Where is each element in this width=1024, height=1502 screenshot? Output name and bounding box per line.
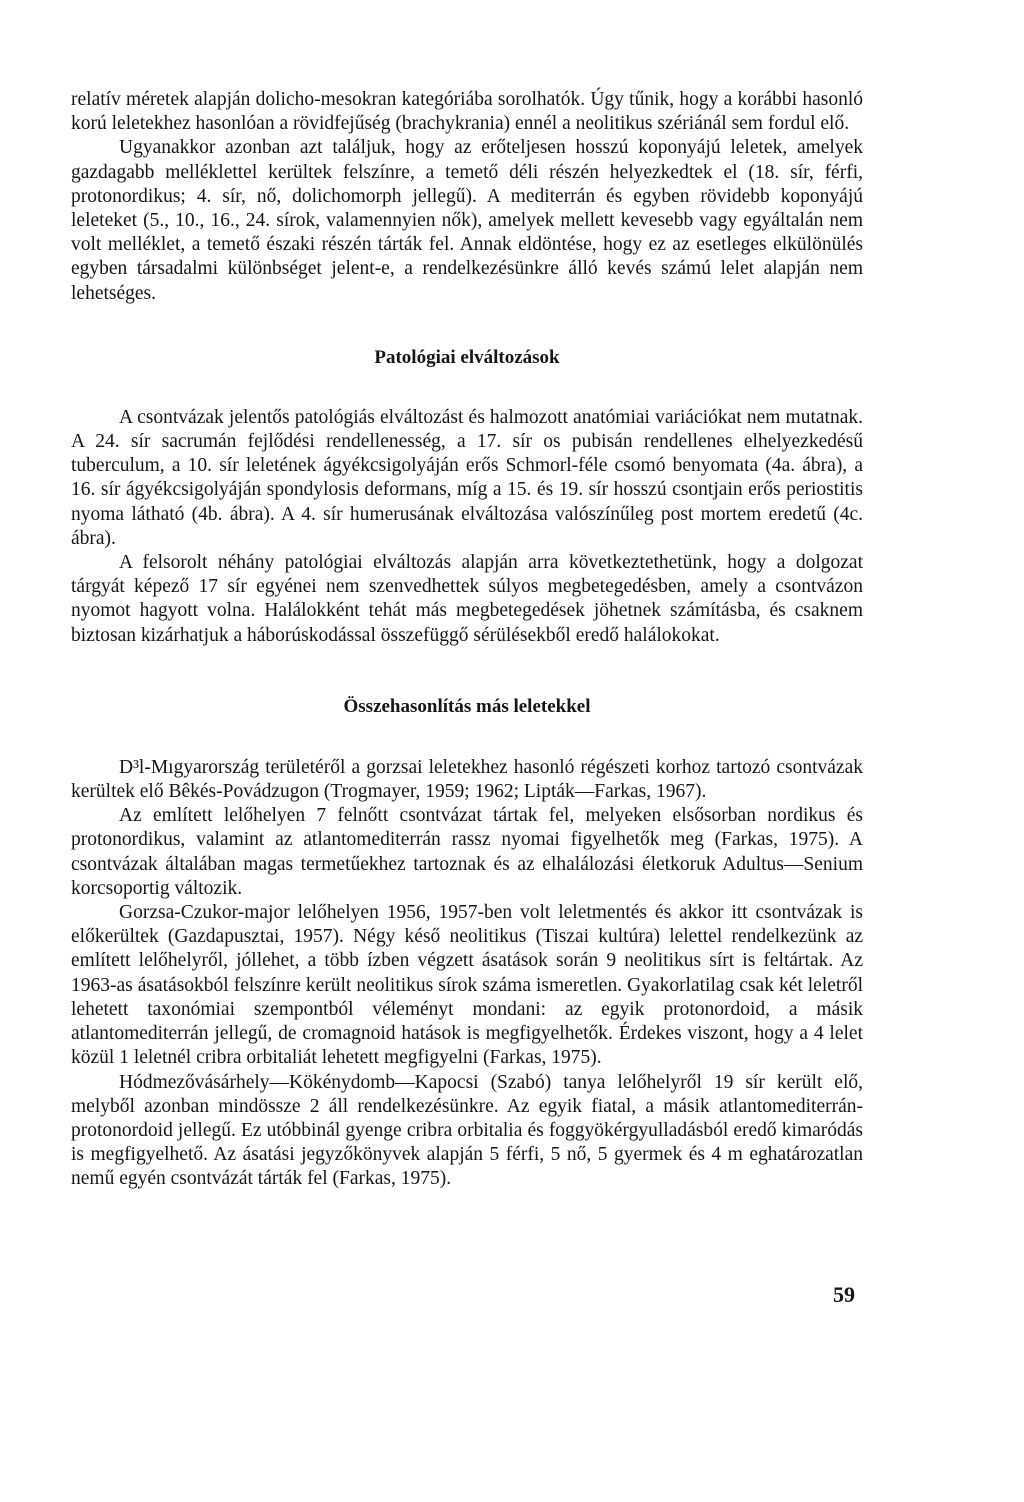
comparison-paragraph-1: D³l-Mıgyarország területéről a gorzsai leletekhez hasonló régészeti korhoz tartozó csontvázak kerültek elő Bêkés-Povádzugon (Trogmayer, 1959; 1962; Lipták—Farkas, 1967).	[71, 756, 863, 803]
pathology-paragraph-2: A felsorolt néhány patológiai elváltozás alapján arra következtethetünk, hogy a dolgozat tárgyát képező 17 sír egyénei nem szenvedhettek súlyos megbetegedésben, amely a csontvázon nyomot hagyott volna. Halálokként tehát más megbetegedések jöhetnek számításba, és csaknem biztosan kizárhatjuk a háborúskodással összefüggő sérülésekből eredő halálokokat.	[71, 552, 863, 646]
comparison-paragraph-4: Hódmezővásárhely—Kökénydomb—Kapocsi (Szabó) tanya lelőhelyről 19 sír került elő, melyből azonban mindössze 2 áll rendelkezésünkre. Az egyik fiatal, a másik atlantomediterrán-protonordoid jellegű. Ez utóbbinál gyenge cribra orbitalia és foggyökérgyulladásból eredő kimaródás is megfigyelhető. Az ásatási jegyzőkönyvek alapján 5 férfi, 5 nő, 5 gyermek és 4 m eghatározatlan nemű egyén csontvázát tárták fel (Farkas, 1975).	[71, 1071, 863, 1190]
intro-paragraph-1: relatív méretek alapján dolicho-mesokran kategóriába sorolhatók. Úgy tűnik, hogy a korábbi hasonló korú leletekhez hasonlóan a rövidfejűség (brachykrania) ennél a neolitikus szériánál sem fordul elő.	[71, 89, 863, 135]
page-body	[71, 88, 863, 1192]
pathology-paragraph-1: A csontvázak jelentős patológiás elváltozást és halmozott anatómiai variációkat nem mutatnak. A 24. sír sacrumán fejlődési rendellenesség, a 17. sír os pubisán rendellenes elhelyezkedésű tuberculum, a 10. sír leletének ágyékcsigolyáján erős Schmorl-féle csomó benyomata (4a. ábra), a 16. sír ágyékcsigolyáján spondylosis deformans, míg a 15. és 19. sír hosszú csontjain erős periostitis nyoma látható (4b. ábra). A 4. sír humerusának elváltozása valószínűleg post mortem eredetű (4c. ábra).	[71, 406, 863, 549]
section-heading-comparison: Összehasonlítás más leletekkel	[343, 695, 591, 717]
comparison-paragraph-3: Gorzsa-Czukor-major lelőhelyen 1956, 1957-ben volt leletmentés és akkor itt csontvázak is előkerültek (Gazdapusztai, 1957). Négy késő neolitikus (Tiszai kultúra) lelettel rendelkezünk az említett lelőhelyről, jóllehet, a több ízben végzett ásatások során 9 neolitikus sírt is feltártak. Az 1963-as ásatásokból felszínre került neolitikus sírok száma ismeretlen. Gyakorlatilag csak két leletről lehetett taxonómiai szempontból véleményt mondani: az egyik protonordoid, a másik atlantomediterrán jellegű, de cromagnoid hatások is megfigyelhetők. Érdekes viszont, hogy a 4 lelet közül 1 leletnél cribra orbitaliát lehetett megfigyelni (Farkas, 1975).	[71, 902, 863, 1069]
intro-paragraph-2: Ugyanakkor azonban azt találjuk, hogy az erőteljesen hosszú koponyájú leletek, amelyek gazdagabb melléklettel kerültek felszínre, a temető déli részén helyezkedtek el (18. sír, férfi, protonordikus; 4. sír, nő, dolichomorph jellegű). A mediterrán és egyben rövidebb koponyájú leleteket (5., 10., 16., 24. sírok, valamennyien nők), amelyek mellett kevesebb vagy egyáltalán nem volt melléklet, a temető északi részén tárták fel. Annak eldöntése, hogy ez az esetleges elkülönülés egyben társadalmi különbséget jelent-e, a rendelkezésünkre álló kevés számú lelet alapján nem lehetséges.	[71, 137, 863, 304]
comparison-paragraph-2: Az említett lelőhelyen 7 felnőtt csontvázat tártak fel, melyeken elsősorban nordikus és protonordikus, valamint az atlantomediterrán rassz nyomai figyelhetők meg (Farkas, 1975). A csontvázak általában magas termetűekhez tartoznak és az elhalálozási életkoruk Adultus—Senium korcsoportig változik.	[71, 805, 863, 899]
section-heading-pathology: Patológiai elváltozások	[374, 346, 560, 368]
page-number: 59	[833, 1282, 855, 1307]
